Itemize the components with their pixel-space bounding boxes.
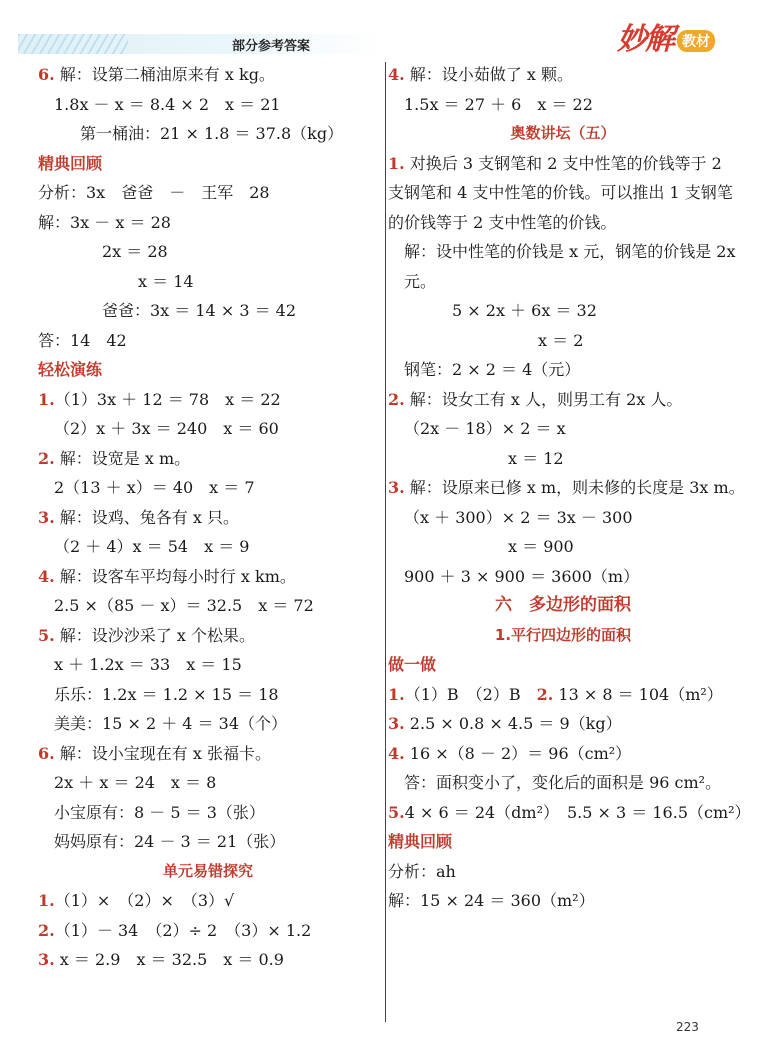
answer-line: （2）x ＋ 3x ＝ 240 x ＝ 60 xyxy=(54,419,279,438)
answer-line: 解：15 × 24 ＝ 360（m²） xyxy=(388,891,595,910)
answer-line: 妈妈原有：24 － 3 ＝ 21（张） xyxy=(54,832,286,851)
answer-line: 2（13 ＋ x）＝ 40 x ＝ 7 xyxy=(54,478,255,497)
answer-line: 1.5x ＝ 27 ＋ 6 x ＝ 22 xyxy=(404,94,593,114)
answer-line: 2x ＋ x ＝ 24 x ＝ 8 xyxy=(54,773,217,792)
answer-line: 分析：ah xyxy=(388,861,456,881)
left-column xyxy=(38,60,378,975)
answer-line: 2x ＝ 28 xyxy=(102,242,168,261)
brand-logo xyxy=(617,14,727,58)
header-title: 部分参考答案 xyxy=(232,39,311,54)
column-divider xyxy=(385,62,386,1022)
answer-line: （2x － 18）× 2 ＝ x xyxy=(404,419,566,438)
answer-line: 4. 解：设小茹做了 x 颗。 xyxy=(388,65,573,84)
answer-line: 2.5 ×（85 － x）＝ 32.5 x ＝ 72 xyxy=(54,596,314,615)
answer-line: x ＝ 12 xyxy=(508,448,564,468)
chapter-title: 六 多边形的面积 xyxy=(495,595,631,615)
answer-line: 爸爸：3x ＝ 14 × 3 ＝ 42 xyxy=(102,301,297,320)
answer-line: 答：14 42 xyxy=(38,330,127,350)
answer-line: 4. 解：设客车平均每小时行 x km。 xyxy=(38,566,296,586)
answer-line: 6. 解：设小宝现在有 x 张福卡。 xyxy=(38,743,271,763)
answer-line: 4. 16 ×（8 － 2）＝ 96（cm²） xyxy=(388,743,632,763)
answer-line: 第一桶油：21 × 1.8 ＝ 37.8（kg） xyxy=(80,124,344,143)
answer-line: 3. 解：设原来已修 x m，则未修的长度是 3x m。 xyxy=(388,478,745,497)
answer-line: 2. 解：设宽是 x m。 xyxy=(38,448,191,468)
answer-line: 乐乐：1.2x ＝ 1.2 × 15 ＝ 18 xyxy=(54,684,279,704)
answer-line: （x ＋ 300）× 2 ＝ 3x － 300 xyxy=(404,507,633,527)
section-heading: 精典回顾 xyxy=(388,832,453,851)
answer-line: x ＋ 1.2x ＝ 33 x ＝ 15 xyxy=(54,655,242,674)
answer-line: 答：面积变小了，变化后的面积是 96 cm²。 xyxy=(404,773,722,792)
answer-line: 解：3x － x ＝ 28 xyxy=(38,212,171,232)
answer-line: 小宝原有：8 － 5 ＝ 3（张） xyxy=(54,802,265,822)
section-heading: 精典回顾 xyxy=(38,153,103,173)
answer-line: 1.（1）B （2）B 2. 13 × 8 ＝ 104（m²） xyxy=(388,684,723,704)
answer-line: 5.4 × 6 ＝ 24（dm²） 5.5 × 3 ＝ 16.5（cm²） xyxy=(388,802,751,822)
answer-paragraph: 解：设中性笔的价钱是 x 元，钢笔的价钱是 2x 元。 xyxy=(404,242,736,291)
right-column xyxy=(388,60,751,916)
answer-line: 3. 解：设鸡、兔各有 x 只。 xyxy=(38,507,239,527)
answer-line: 1.（1）3x ＋ 12 ＝ 78 x ＝ 22 xyxy=(38,389,281,409)
section-heading: 轻松演练 xyxy=(38,360,103,379)
answer-line: 900 ＋ 3 × 900 ＝ 3600（m） xyxy=(404,566,640,586)
section-heading: 做一做 xyxy=(388,655,437,674)
section-title: 奥数讲坛（五） xyxy=(510,124,616,142)
logo-script: 妙解 xyxy=(617,22,673,57)
page-number: 223 xyxy=(676,1020,699,1034)
answer-line: 2. 解：设女工有 x 人，则男工有 2x 人。 xyxy=(388,389,683,409)
answer-line: x ＝ 900 xyxy=(508,537,574,556)
answer-line: 5. 解：设沙沙采了 x 个松果。 xyxy=(38,625,255,645)
answer-line: 3. x ＝ 2.9 x ＝ 32.5 x ＝ 0.9 xyxy=(38,950,284,969)
answer-paragraph: 1. 对换后 3 支钢笔和 2 支中性笔的价钱等于 2 支钢笔和 4 支中性笔的价钱。可以推出 1 支钢笔的价钱等于 2 支中性笔的价钱。 xyxy=(388,153,733,232)
answer-line: 2.（1）－ 34 （2）÷ 2 （3）× 1.2 xyxy=(38,920,312,940)
logo-badge: 教材 xyxy=(677,30,715,52)
answer-line: （2 ＋ 4）x ＝ 54 x ＝ 9 xyxy=(54,537,250,556)
section-title: 单元易错探究 xyxy=(162,861,253,880)
answer-line: 分析：3x 爸爸 － 王军 28 xyxy=(38,183,270,202)
answer-line: x ＝ 14 xyxy=(138,271,194,291)
answer-line: 美美：15 × 2 ＋ 4 ＝ 34（个） xyxy=(54,714,288,733)
answer-line: x ＝ 2 xyxy=(538,330,584,350)
answer-line: 1.（1）× （2）× （3）√ xyxy=(38,891,235,910)
answer-line: 钢笔：2 × 2 ＝ 4（元） xyxy=(404,360,581,379)
lesson-title: 1.平行四边形的面积 xyxy=(494,625,632,644)
answer-line: 3. 2.5 × 0.8 × 4.5 ＝ 9（kg） xyxy=(388,714,622,733)
header-band xyxy=(18,34,378,54)
answer-line: 5 × 2x ＋ 6x ＝ 32 xyxy=(452,301,597,320)
answer-line: 1.8x － x ＝ 8.4 × 2 x ＝ 21 xyxy=(54,94,281,114)
answer-line: 6. 解：设第二桶油原来有 x kg。 xyxy=(38,65,275,84)
